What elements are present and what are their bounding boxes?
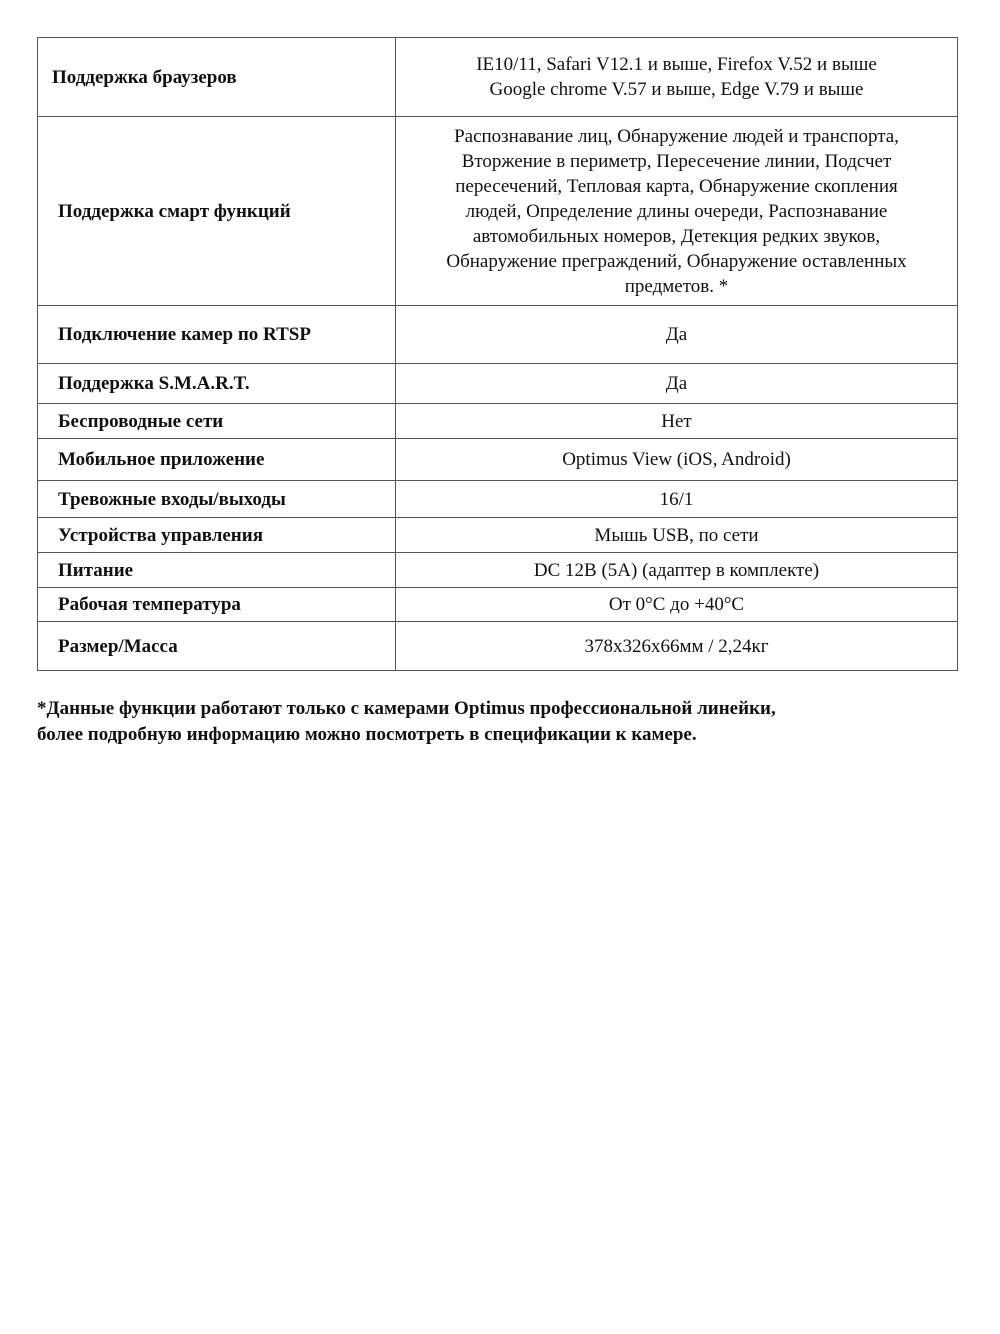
footnote [37, 696, 977, 748]
spec-row-smart-functions [38, 117, 958, 306]
spec-value-line: людей, Определение длины очереди, Распознавание [465, 200, 888, 222]
spec-value-line: пересечений, Тепловая карта, Обнаружение скопления [455, 175, 898, 197]
spec-value-line: IE10/11, Safari V12.1 и выше, Firefox V.52 и выше [476, 54, 877, 75]
spec-label: Рабочая температура [38, 588, 396, 622]
spec-value-line: автомобильных номеров, Детекция редких звуков, [472, 225, 881, 247]
footnote-line: более подробную информацию можно посмотреть в спецификации к камере. [37, 724, 697, 745]
spec-value: От 0°С до +40°С [396, 588, 958, 622]
spec-row-wireless [38, 404, 958, 439]
spec-row-browser-support [38, 38, 958, 117]
spec-value [396, 38, 958, 117]
footnote-line: *Данные функции работают только с камерами Optimus профессиональной линейки, [37, 698, 776, 719]
specifications-table [37, 37, 958, 671]
spec-label: Мобильное приложение [38, 439, 396, 481]
spec-label: Тревожные входы/выходы [38, 481, 396, 518]
spec-value-line: Google chrome V.57 и выше, Edge V.79 и выше [489, 79, 864, 100]
spec-label: Поддержка S.M.A.R.T. [38, 364, 396, 404]
spec-value-line: предметов. * [624, 275, 729, 297]
spec-label: Поддержка смарт функций [38, 117, 396, 306]
spec-value-line: Вторжение в периметр, Пересечение линии, Подсчет [461, 150, 892, 172]
spec-row-mobile-app [38, 439, 958, 481]
spec-row-smart [38, 364, 958, 404]
spec-label: Поддержка браузеров [38, 38, 396, 117]
spec-value: Optimus View (iOS, Android) [396, 439, 958, 481]
spec-value: Мышь USB, по сети [396, 518, 958, 553]
spec-label: Размер/Масса [38, 622, 396, 671]
spec-row-alarm-io [38, 481, 958, 518]
spec-value: DC 12В (5А) (адаптер в комплекте) [396, 553, 958, 588]
spec-value [396, 117, 958, 306]
spec-label: Подключение камер по RTSP [38, 306, 396, 364]
spec-value: Нет [396, 404, 958, 439]
spec-value-line: Распознавание лиц, Обнаружение людей и транспорта, [454, 125, 899, 147]
spec-value: Да [396, 364, 958, 404]
spec-label: Питание [38, 553, 396, 588]
spec-value-line: Обнаружение преграждений, Обнаружение оставленных [446, 250, 907, 272]
spec-label: Устройства управления [38, 518, 396, 553]
spec-value: 16/1 [396, 481, 958, 518]
spec-row-control-devices [38, 518, 958, 553]
spec-row-power [38, 553, 958, 588]
spec-label: Беспроводные сети [38, 404, 396, 439]
spec-row-size-weight [38, 622, 958, 671]
spec-value: 378х326х66мм / 2,24кг [396, 622, 958, 671]
spec-value: Да [396, 306, 958, 364]
spec-row-rtsp [38, 306, 958, 364]
spec-row-operating-temperature [38, 588, 958, 622]
